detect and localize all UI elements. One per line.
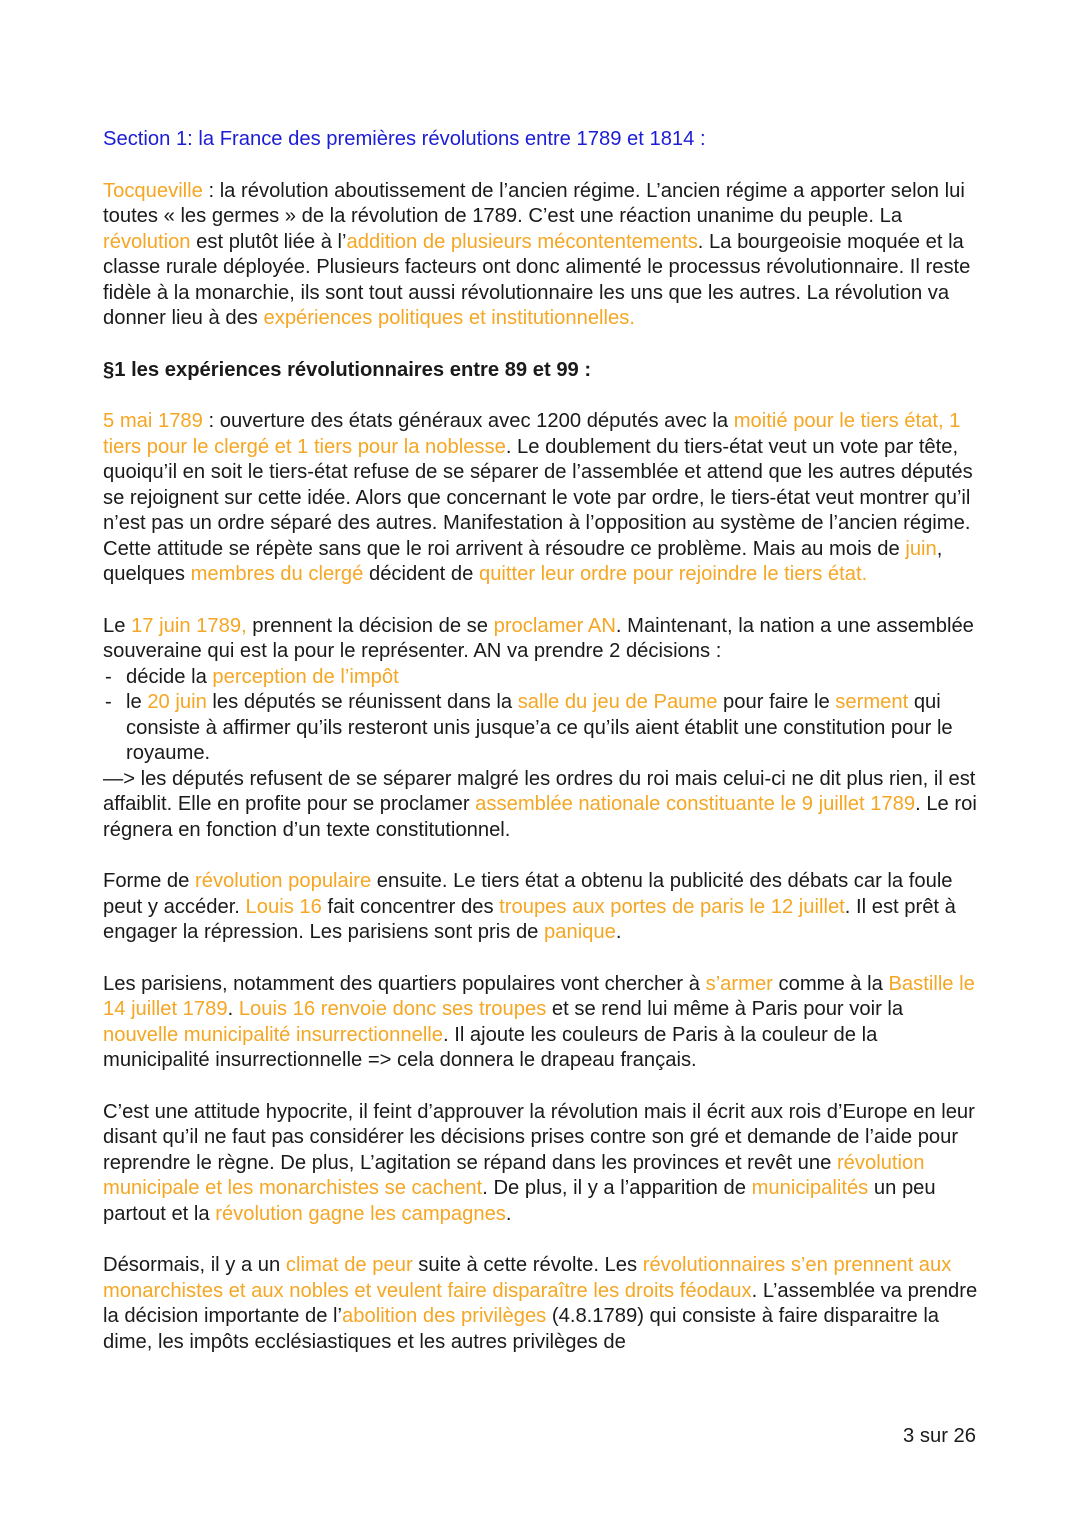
- highlighted-text: expériences politiques et institutionnelles.: [263, 307, 635, 329]
- highlighted-text: climat de peur: [285, 1254, 413, 1276]
- text-run: .: [227, 998, 239, 1020]
- highlighted-text: révolution municipale et les monarchistes se cachent: [103, 1151, 925, 1199]
- text-run: décide la: [126, 665, 213, 688]
- highlighted-text: révolution: [103, 230, 191, 253]
- highlighted-text: troupes aux portes de paris le 12 juillet: [499, 895, 845, 918]
- highlighted-text: 5 mai 1789: [103, 410, 203, 432]
- text-run: comme à la: [772, 972, 889, 995]
- section-title: Section 1: la France des premières révolutions entre 1789 et 1814 :: [103, 128, 706, 150]
- document-body: [103, 127, 983, 1355]
- text-run: Les parisiens, notamment des quartiers populaires vont chercher à: [103, 972, 706, 995]
- list-item: [103, 665, 983, 691]
- paragraph-climat-de-peur: [103, 1253, 983, 1355]
- highlighted-text: proclamer AN: [493, 614, 616, 637]
- text-run: les députés se réunissent dans la: [206, 691, 518, 713]
- text-run: C’est une attitude hypocrite, il feint d’approuver la révolution mais il écrit aux rois d’Europe en leur disant qu’il ne faut pas considérer les décisions prises contre son gré et demande de l’aide pour reprendre le règne. De plus, L’agitation se répand dans les provinces et revêt une: [103, 1100, 975, 1174]
- highlighted-text: Tocqueville: [103, 179, 203, 202]
- text-run: : la révolution aboutissement de l’ancien régime. L’ancien régime a apporter selon lui toutes « les germes » de la révolution de 1789. C’est une réaction unanime du peuple. La: [103, 179, 965, 227]
- decisions-list: [103, 665, 983, 767]
- text-run: : ouverture des états généraux avec 1200 députés avec la: [202, 410, 734, 432]
- text-run: .: [615, 921, 622, 943]
- highlighted-text: panique: [544, 921, 616, 943]
- highlighted-text: juin: [905, 537, 937, 560]
- highlighted-text: salle du jeu de Paume: [517, 691, 718, 713]
- highlighted-text: Louis 16: [245, 895, 322, 918]
- text-run: . L’assemblée va prendre la décision importante de l’: [103, 1279, 978, 1327]
- text-run: pour faire le: [717, 691, 836, 713]
- highlighted-text: addition de plusieurs mécontentements: [346, 230, 698, 253]
- text-run: fait concentrer des: [321, 895, 500, 918]
- paragraph-bastille: [103, 972, 983, 1074]
- text-run: .: [505, 1202, 512, 1225]
- text-run: . Le roi régnera en fonction d’un texte constitutionnel.: [103, 793, 977, 841]
- text-run: et se rend lui même à Paris pour voir la: [546, 998, 904, 1020]
- text-run: . Le doublement du tiers-état veut un vote par tête, quoiqu’il en soit le tiers-état refuse de se séparer de l’assemblée et attend que les autres députés se rejoignent sur cette idée. Alors que concernant le vote par ordre, le tiers-état veut montrer qu’il n’est pas un ordre séparé des autres. Manifestation à l’opposition au système de l’ancien régime. Cette attitude se répète sans que le roi arrivent à résoudre ce problème. Mais au mois de: [103, 435, 973, 560]
- text-run: est plutôt liée à l’: [190, 230, 347, 253]
- subsection-heading: §1 les expériences révolutionnaires entre 89 et 99 :: [103, 358, 592, 381]
- highlighted-text: Bastille le 14 juillet 1789: [103, 972, 975, 1020]
- paragraph-attitude-hypocrite: [103, 1100, 983, 1228]
- highlighted-text: abolition des privilèges: [342, 1305, 547, 1327]
- text-run: un peu partout et la: [103, 1177, 936, 1225]
- text-run: qui consiste à affirmer qu’ils resteront unis jusque’a ce qu’ils aient établit une constitution pour le royaume.: [126, 691, 953, 764]
- highlighted-text: municipalités: [751, 1177, 869, 1199]
- text-run: le: [126, 691, 148, 713]
- paragraph-constituante: [103, 767, 983, 844]
- text-run: suite à cette révolte. Les: [412, 1254, 643, 1276]
- text-run: . De plus, il y a l’apparition de: [482, 1177, 752, 1199]
- highlighted-text: 17 juin 1789,: [131, 614, 247, 637]
- highlighted-text: nouvelle municipalité insurrectionnelle: [103, 1023, 444, 1046]
- text-run: ensuite. Le tiers état a obtenu la publicité des débats car la foule peut y accéder.: [103, 870, 953, 918]
- highlighted-text: assemblée nationale constituante le 9 juillet 1789: [475, 793, 916, 815]
- highlighted-text: perception de l’impôt: [212, 665, 399, 688]
- highlighted-text: serment: [835, 691, 909, 713]
- text-run: , quelques: [103, 537, 943, 585]
- highlighted-text: membres du clergé: [190, 563, 364, 585]
- paragraph-revolution-populaire: [103, 869, 983, 946]
- highlighted-text: révolution gagne les campagnes: [215, 1202, 506, 1225]
- text-run: . Maintenant, la nation a une assemblée souveraine qui est la pour le représenter. AN va prendre 2 décisions :: [103, 614, 974, 662]
- highlighted-text: s’armer: [705, 972, 773, 995]
- list-item: [103, 690, 983, 767]
- highlighted-text: quitter leur ordre pour rejoindre le tiers état.: [478, 563, 868, 585]
- text-run: décident de: [363, 563, 479, 585]
- highlighted-text: 20 juin: [147, 691, 207, 713]
- text-run: . La bourgeoisie moquée et la classe rurale déployée. Plusieurs facteurs ont donc alimenté le processus révolutionnaire. Il reste fidèle à la monarchie, ils sont tout aussi révolutionnaire les uns que les autres. La révolution va donner lieu à des: [103, 230, 971, 329]
- highlighted-text: révolutionnaires s’en prennent aux monarchistes et aux nobles et veulent faire disparaître les droits féodaux: [103, 1254, 952, 1302]
- page-number: 3 sur 26: [903, 1425, 976, 1447]
- text-run: . Il ajoute les couleurs de Paris à la couleur de la municipalité insurrectionnelle => cela donnera le drapeau français.: [103, 1023, 878, 1071]
- highlighted-text: moitié pour le tiers état, 1 tiers pour le clergé et 1 tiers pour la noblesse: [103, 410, 961, 458]
- text-run: Forme de: [103, 870, 195, 892]
- paragraph-17-juin: [103, 614, 983, 665]
- paragraph-etats-generaux: [103, 409, 983, 588]
- text-run: prennent la décision de se: [246, 614, 494, 637]
- text-run: —> les députés refusent de se séparer malgré les ordres du roi mais celui-ci ne dit plus rien, il est affaiblit. Elle en profite pour se proclamer: [103, 767, 976, 815]
- text-run: Désormais, il y a un: [103, 1254, 286, 1276]
- paragraph-tocqueville: [103, 179, 983, 332]
- text-run: . Il est prêt à engager la répression. Les parisiens sont pris de: [103, 895, 956, 943]
- text-run: Le: [103, 614, 132, 637]
- highlighted-text: révolution populaire: [195, 870, 372, 892]
- text-run: (4.8.1789) qui consiste à faire disparaitre la dime, les impôts ecclésiastiques et les autres privilèges de: [103, 1305, 940, 1353]
- highlighted-text: Louis 16 renvoie donc ses troupes: [238, 998, 547, 1020]
